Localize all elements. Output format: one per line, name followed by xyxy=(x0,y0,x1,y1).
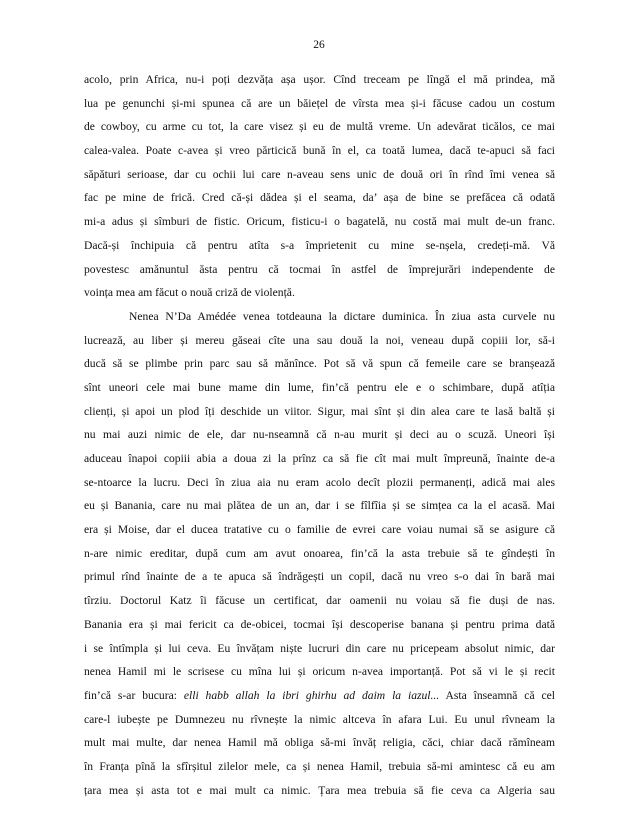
text-line: mi-a adus și sîmburi de fistic. Oricum, fisticu-i o bagatelă, nu costă mai mult de-un franc. xyxy=(84,215,555,229)
text-line: Banania era și mai fericit ca de-obicei, tocmai își descoperise banana și pentru prima dată xyxy=(84,617,555,631)
text-line: lua pe genunchi și-mi spunea că are un băiețel de vîrsta mea și-i făcuse cadou un costum xyxy=(84,96,555,110)
text-line: eu și Banania, care nu mai plătea de un an, dar i se fîlfîia și se simțea ca la el acasă. Mai xyxy=(84,499,555,513)
text-line: ducă să se plimbe prin parc sau să mănînce. Pot să vă spun că femeile care se branșează xyxy=(84,357,555,371)
text-line: acolo, prin Africa, nu-i poți dezvăța așa ușor. Cînd treceam pe lîngă el mă prindea, mă xyxy=(84,73,555,86)
text-line: povestesc amănuntul ăsta pentru că tocmai în astfel de împrejurări independente de xyxy=(84,262,555,276)
text-line: săpături serioase, dar cu ochii lui care n-aveau sens unic de două ori în rînd îmi venea să xyxy=(84,167,555,181)
quote-lead-in: fin’că s-ar bucura: xyxy=(84,688,184,702)
text-line: i se întîmpla și lui ceva. Eu învățam niște lucruri din care nu pricepeam absolut nimic, dar xyxy=(84,641,555,655)
quote-follow-up: Asta înseamnă că cel xyxy=(439,688,555,702)
text-line: țara mea și asta tot e mai mult ca nimic. Țara mea trebuia să fie ceva ca Algeria sau xyxy=(84,783,555,797)
text-line: de cowboy, cu arme cu tot, la care visez și eu de multă vreme. Un adevărat ticălos, ce mai xyxy=(84,120,555,134)
text-line: care-l iubește pe Dumnezeu nu rîvnește la nimic altceva în afara Lui. Eu unul rîvneam la xyxy=(84,712,555,726)
text-line: calea-valea. Poate c-avea și vreo părticică bună în el, ca toată lumea, dacă te-apuci să faci xyxy=(84,144,555,158)
text-line: fac pe mine de frică. Cred că-și dădea și el seama, da’ așa de bine se prefăcea că odată xyxy=(84,191,555,205)
text-line: n-are nimic ereditar, după cum am avut onoarea, fin’că la asta trebuie să te gîndești în xyxy=(84,546,555,560)
text-line: mult mai multe, dar nenea Hamil mă obliga să-mi învăț religia, căci, chiar dacă rămîneam xyxy=(84,736,555,750)
text-line: în Franța pînă la sfîrșitul zilelor mele, ca și nenea Hamil, trebuia să-mi amintesc că eu am xyxy=(84,759,555,773)
text-line: era și Moise, dar el ducea tratative cu o familie de evrei care voiau numai să se asigure că xyxy=(84,523,555,537)
page-number: 26 xyxy=(313,39,325,51)
paragraph-first-line: Nenea N’Da Amédée venea totdeauna la dictare duminica. În ziua asta curvele nu xyxy=(129,309,555,323)
text-line: sînt uneori cele mai bune mame din lume, fin’că pentru ele e o schimbare, după atîția xyxy=(84,380,555,394)
text-line: lucrează, au liber și mereu găseai cîte una sau două la noi, veneau după copiii lor, să-i xyxy=(84,333,555,347)
text-line: se-ntoarce la lucru. Deci în ziua aia nu eram acolo decît plozii permanenți, adică mai ales xyxy=(84,475,555,489)
text-line: Dacă-și închipuia că pentru atîta s-a împrietenit cu mine se-nșela, credeți-mă. Vă xyxy=(84,238,555,252)
text-line-with-quote xyxy=(84,684,555,708)
italic-quote: elli habb allah la ibri ghirhu ad daim la iazul... xyxy=(183,688,440,702)
text-line: clienți, și apoi un plod îți deschide un viitor. Sigur, mai sînt și din alea care te lasă baltă și xyxy=(84,404,555,418)
text-line: voința mea am făcut o nouă criză de violență. xyxy=(84,286,295,300)
text-line: tîrziu. Doctorul Katz îi făcuse un certificat, dar oamenii nu voiau să fie duși de nas. xyxy=(84,594,555,608)
text-line: primul rînd înainte de a te apuca să îndrăgești un copil, dacă nu vreo s-o dai în bară mai xyxy=(84,570,555,584)
text-line: nenea Hamil mi le scrisese cu mîna lui și oricum n-avea importanță. Pot să vi le și recit xyxy=(84,665,555,679)
text-line: nu mai auzi nimic de ele, dar nu-nseamnă că n-au murit și deci au o scuză. Uneori își xyxy=(84,428,555,442)
body-text xyxy=(84,68,555,802)
text-line: aduceau înapoi copiii abia a doua zi la prînz ca să fie cît mai mult împreună, înainte de-a xyxy=(84,452,555,465)
